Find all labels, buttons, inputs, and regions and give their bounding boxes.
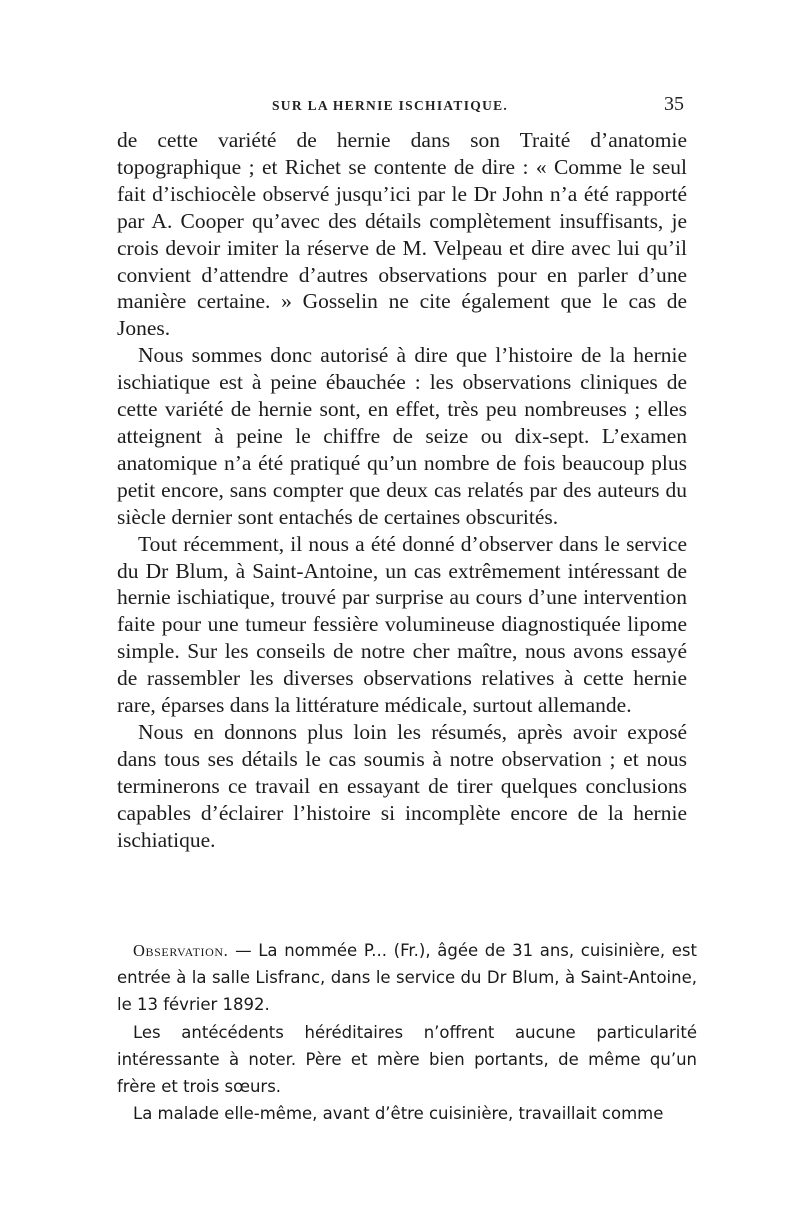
observation-paragraph: Les antécédents héréditaires n’offrent aucune particularité intéressante à noter. Père et mère bien portants, de même qu’un frère et trois sœurs. — [117, 1022, 697, 1097]
observation-intro — [117, 937, 697, 1019]
paragraph-continued: de cette variété de hernie dans son Traité d’anatomie topographique ; et Richet se contente de dire : « Comme le seul fait d’ischiocèle observé jusqu’ici par le Dr John n’a été rapporté par A. Cooper qu’avec des détails complètement insuffisants, je crois devoir imiter la réserve de M. Velpeau et dire avec lui qu’il convient d’attendre d’autres observations pour en parler d’une manière certaine. » Gosselin ne cite également que le cas de Jones. — [117, 128, 687, 341]
observation-intro-text: — La nommée P... (Fr.), âgée de 31 ans, cuisinière, est entrée à la salle Lisfranc, dans le service du Dr Blum, à Saint-Antoine, le 13 février 1892. — [117, 941, 697, 1015]
body-text — [117, 127, 687, 853]
paragraph: Nous en donnons plus loin les résumés, après avoir exposé dans tous ses détails le cas soumis à notre observation ; et nous terminerons ce travail en essayant de tirer quelques conclusions capables d’éclairer l’histoire si incomplète encore de la hernie ischiatique. — [117, 719, 687, 852]
observation-paragraph: La malade elle-même, avant d’être cuisinière, travaillait comme — [133, 1104, 664, 1124]
running-header — [118, 93, 684, 120]
paragraph: Nous sommes donc autorisé à dire que l’histoire de la hernie ischiatique est à peine ébauchée : les observations cliniques de cette variété de hernie sont, en effet, très peu nombreuses ; elles atteignent à peine le chiffre de seize ou dix-sept. L’examen anatomique n’a été pratiqué qu’un nombre de fois beaucoup plus petit encore, sans compter que deux cas relatés par des auteurs du siècle dernier sont entachés de certaines obscurités. — [117, 343, 687, 529]
observation-block — [117, 937, 697, 1127]
observation-label: Observation. — [133, 941, 229, 960]
paragraph: Tout récemment, il nous a été donné d’observer dans le service du Dr Blum, à Saint-Antoine, un cas extrêmement intéressant de hernie ischiatique, trouvé par surprise au cours d’une intervention faite pour une tumeur fessière volumineuse diagnostiquée lipome simple. Sur les conseils de notre cher maître, nous avons essayé de rassembler les diverses observations relatives à cette hernie rare, éparses dans la littérature médicale, surtout allemande. — [117, 531, 687, 718]
running-title: SUR LA HERNIE ISCHIATIQUE. — [272, 98, 509, 113]
page-number: 35 — [664, 93, 684, 115]
